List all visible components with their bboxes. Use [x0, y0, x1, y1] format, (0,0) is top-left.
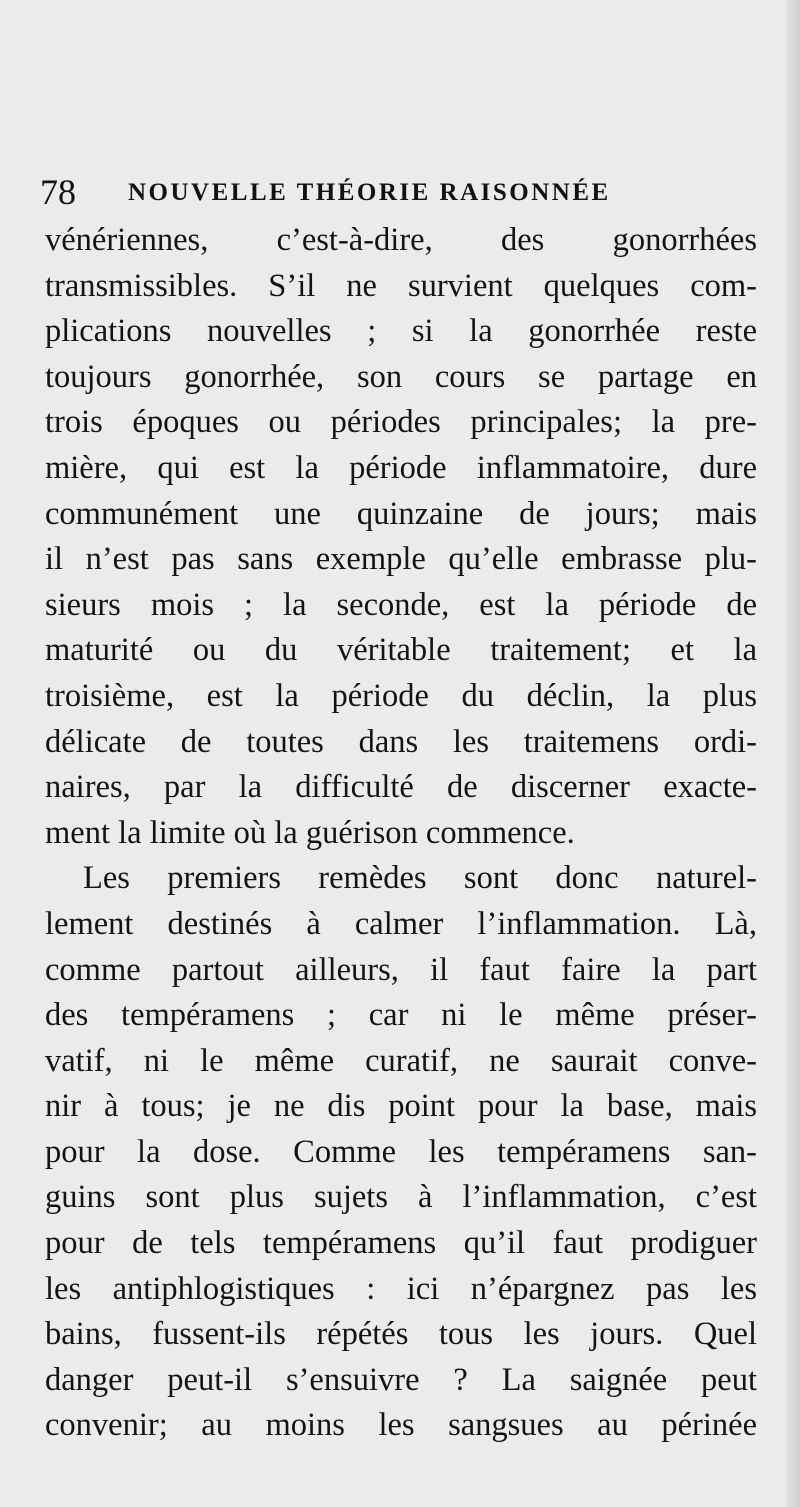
text-line: toujours gonorrhée, son cours se partage en — [45, 358, 757, 395]
text-line: pour de tels tempéramens qu’il faut prodiguer — [45, 1225, 757, 1262]
text-line: des tempéramens ; car ni le même préser- — [45, 997, 757, 1034]
text-line: danger peut-il s’ensuivre ? La saignée peut — [45, 1361, 757, 1398]
page-number: 78 — [40, 172, 76, 212]
text-line: il n’est pas sans exemple qu’elle embrasse plu- — [45, 541, 757, 578]
text-line: pour la dose. Comme les tempéramens san- — [45, 1133, 757, 1170]
text-line: trois époques ou périodes principales; la pre- — [45, 404, 757, 441]
text-line: délicate de toutes dans les traitemens ordi- — [45, 723, 757, 760]
text-line: transmissibles. S’il ne survient quelques com- — [45, 267, 757, 304]
text-line: les antiphlogistiques : ici n’épargnez pas les — [45, 1270, 757, 1307]
text-line: troisième, est la période du déclin, la plus — [45, 677, 757, 714]
text-line: vénériennes, c’est-à-dire, des gonorrhées — [45, 222, 757, 258]
paragraph-2 — [45, 856, 757, 1449]
page-header — [40, 170, 760, 210]
text-line: Les premiers remèdes sont donc naturel- — [83, 860, 757, 897]
body-text — [45, 218, 757, 1449]
text-line: plications nouvelles ; si la gonorrhée reste — [45, 313, 757, 350]
text-line: vatif, ni le même curatif, ne saurait conve- — [45, 1042, 757, 1079]
text-line: bains, fussent-ils répétés tous les jours. Quel — [45, 1316, 757, 1353]
text-line: comme partout ailleurs, il faut faire la part — [45, 951, 757, 988]
text-line: naires, par la difficulté de discerner exacte- — [45, 769, 757, 806]
running-head: NOUVELLE THÉORIE RAISONNÉE — [128, 179, 611, 206]
paragraph-1 — [45, 218, 757, 856]
text-line: nir à tous; je ne dis point pour la base, mais — [45, 1088, 757, 1125]
text-line: communément une quinzaine de jours; mais — [45, 495, 757, 532]
page-edge-shadow — [786, 0, 800, 1507]
text-line: ment la limite où la guérison commence. — [45, 814, 575, 851]
text-line: convenir; au moins les sangsues au périnée — [45, 1407, 757, 1444]
text-line: lement destinés à calmer l’inflammation. Là, — [45, 905, 757, 942]
text-line: mière, qui est la période inflammatoire, dure — [45, 449, 757, 486]
text-line: maturité ou du véritable traitement; et la — [45, 632, 757, 669]
text-line: guins sont plus sujets à l’inflammation, c’est — [45, 1179, 757, 1216]
text-line: sieurs mois ; la seconde, est la période de — [45, 586, 757, 623]
